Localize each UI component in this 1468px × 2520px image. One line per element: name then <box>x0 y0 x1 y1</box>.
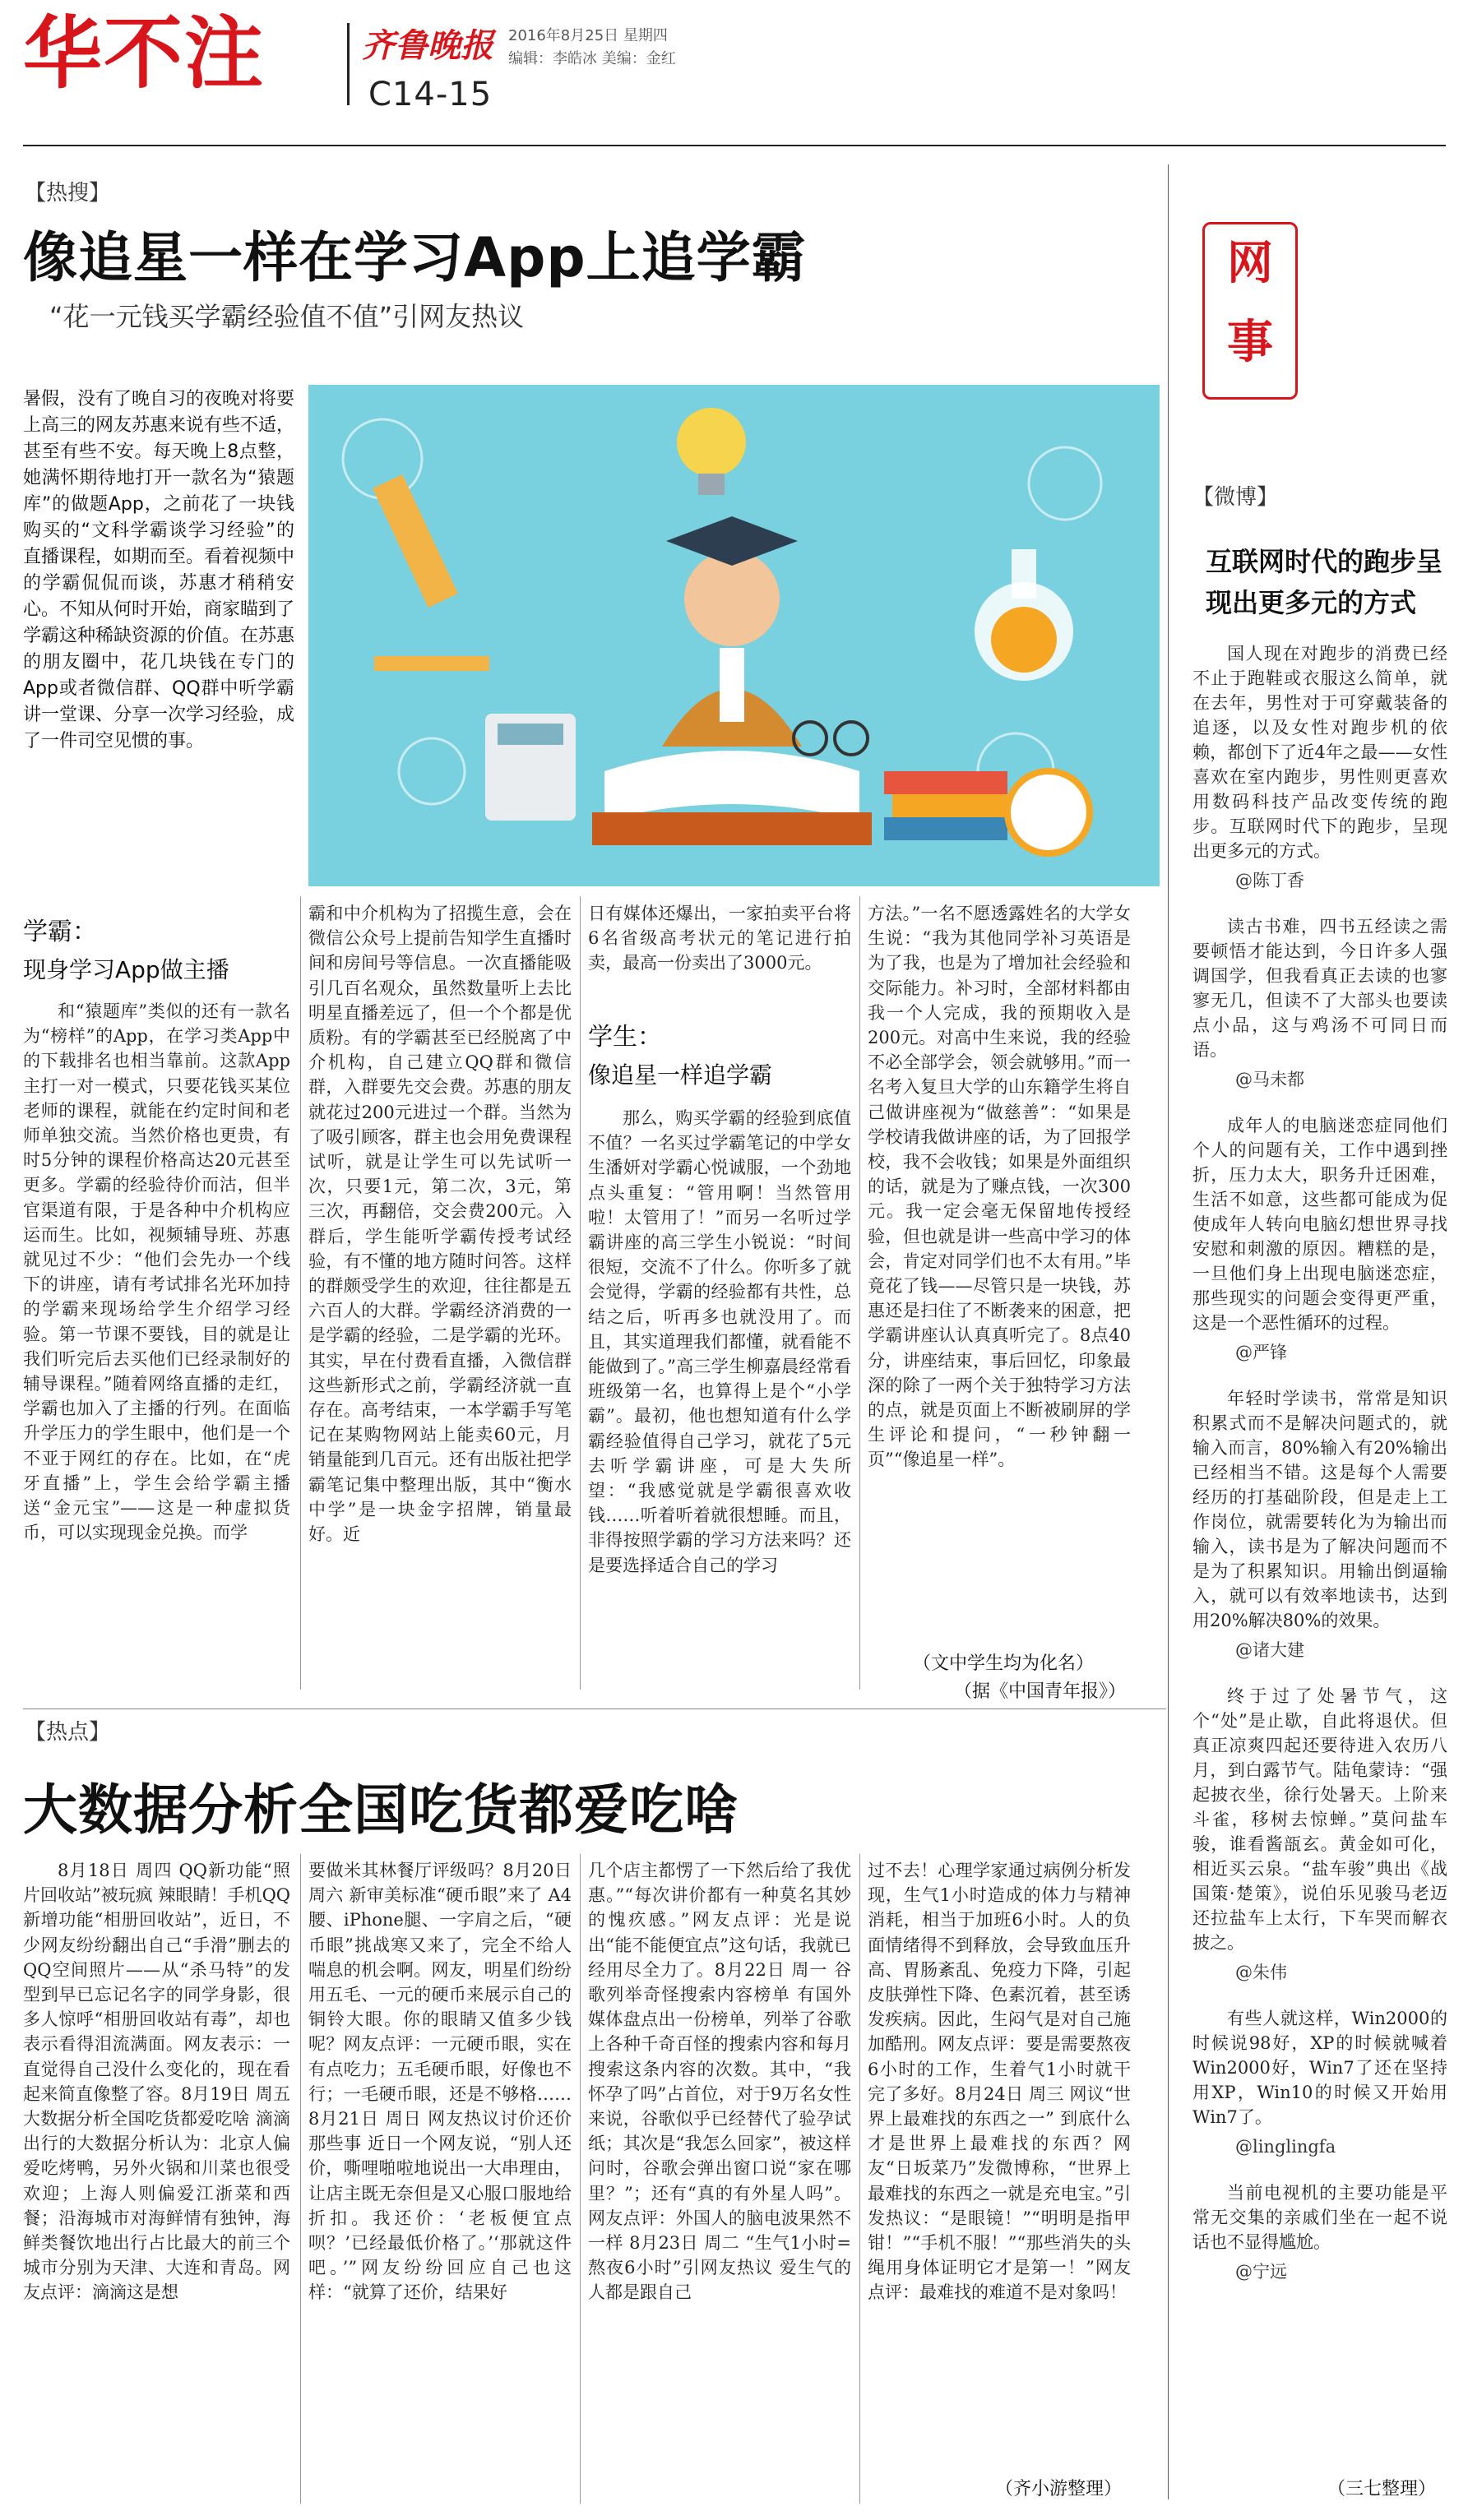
weibo-quote: 有些人就这样，Win2000的时候说98好，XP的时候就喊着Win2000好，Win7了还在坚持用XP，Win10的时候又开始用Win7了。 <box>1192 2009 1447 2127</box>
article-column-3a <box>588 901 851 1008</box>
column-text: 霸和中介机构为了招揽生意，会在微信公众号上提前告知学生直播时间和房间号等信息。一次直播能吸引几百名观众，虽然数量听上去比明星直播差远了，但一个个都是优质粉。有的学霸甚至已经脱离了中介机构，自己建立QQ群和微信群，入群要先交会费。苏惠的朋友就花过200元进过一个群。当然为了吸引顾客，群主也会用免费课程试听，就是让学生可以先试听一次，只要1元，第二次，3元，第三次，再翻倍，交会费200元。入群后，学生能听学霸传授考试经验，有不懂的地方随时问答。这样的群颇受学生的欢迎，往往都是五六百人的大群。学霸经济消费的一是学霸的经验，二是学霸的光环。其实，早在付费看直播，入微信群这些新形式之前，学霸经济就一直存在。高考结束，一本学霸手写笔记在某购物网站上能卖60元，月销量能到几百元。还有出版社把学霸笔记集中整理出版，其中“衡水中学”是一块金字招牌，销量最好。近 <box>308 904 572 1545</box>
column-divider <box>300 1854 301 2504</box>
column-text: 要做米其林餐厅评级吗？8月20日 周六 新审美标准“硬币眼”来了 A4腰、iPhone腿、一字肩之后，“硬币眼”挑战寒又来了，完全不给人喘息的机会啊。网友，明星们纷纷用五毛、一元的硬币来展示自己的铜铃大眼。你的眼睛又值多少钱呢？网友点评：一元硬币眼，实在有点吃力；五毛硬币眼，好像也不行；一毛硬币眼，还是不够格…… 8月21日 周日 网友热议讨价还价那些事 近日一个网友说，“别人还价，嘶哩啪啦地说出一大串理由，让店主既无奈但是又心服口服地给折扣。我还价：‘老板便宜点呗？’已经最低价格了。’‘那就这件吧。’”网友纷纷回应自己也这样：“就算了还价，结果好 <box>308 1861 572 2303</box>
masthead-rule <box>23 145 1446 146</box>
weibo-quote: 国人现在对跑步的消费已经不止于跑鞋或衣服这么简单，就在去年，男性对于可穿戴装备的追逐，以及女性对跑步机的依赖，都创下了近4年之最——女性喜欢在室内跑步，男性则更喜欢用数码科技产品改变传统的跑步。互联网时代下的跑步，呈现出更多元的方式。 <box>1192 644 1447 861</box>
column-text: 和“猿题库”类似的还有一款名为“榜样”的App，在学习类App中的下载排名也相当靠前。这款App主打一对一模式，只要花钱买某位老师的课程，就能在约定时间和老师单独交流。当然价格也更贵，有时5分钟的课程价格高达20元甚至更多。学霸的经验待价而沽，但半官渠道有限，于是各种中介机构应运而生。比如，视频辅导班、苏惠就见过不少：“他们会先办一个线下的讲座，请有考试排名光环加持的学霸来现场给学生介绍学习经验。第一节课不要钱，目的就是让我们听完后去买他们已经录制好的辅导课程。”随着网络直播的走红，学霸也加入了主播的行列。在面临升学压力的学生眼中，他们是一个不亚于网红的存在。比如，在“虎牙直播”上，学生会给学霸主播送“金元宝”——这是一种虚拟货币，可以实现现金兑换。而学 <box>23 1001 290 1543</box>
sidebar-headline: 互联网时代的跑步呈现出更多元的方式 <box>1206 546 1443 618</box>
weibo-quote: 当前电视机的主要功能是平常无交集的亲戚们坐在一起不说话也不显得尴尬。 <box>1192 2183 1447 2252</box>
weibo-quote: 终于过了处暑节气，这个“处”是止歇，自此将退伏。但真正凉爽四起还要待进入农历八月，到白露节气。陆龟蒙诗：“强起披衣坐，徐行处暑天。上阶来斗雀，移树去惊蝉。”莫问盐车骏，谁看酱瓿玄。黄金如可化，相近买云泉。“盐车骏”典出《战国策·楚策》，说伯乐见骏马老迈还拉盐车上太行，下车哭而解衣披之。 <box>1192 1686 1447 1953</box>
editor-credits: 编辑：李皓冰 美编：金红 <box>508 50 676 67</box>
article-tag: 【热点】 <box>25 1720 111 1745</box>
column-divider <box>859 1854 860 2504</box>
weibo-author: @宁远 <box>1235 2262 1287 2282</box>
section-heading: 学霸： <box>23 918 97 946</box>
column-text: 那么，购买学霸的经验到底值不值？一名买过学霸笔记的中学女生潘妍对学霸心悦诚服，一个劲地点头重复：“管用啊！当然管用啦！太管用了！”而另一名听过学霸讲座的高三学生小锐说：“时间很短，交流不了什么。你听多了就会觉得，学霸的经验都有共性，总结之后，听再多也就没用了。而且，其实道理我们都懂，就看能不能做到了。”高三学生柳嘉晨经常看班级第一名，也算得上是个“小学霸”。最初，他也想知道有什么学霸经验值得自己学习，就花了5元去听学霸讲座，可是大失所望：“我感觉就是学霸很喜欢收钱……听着听着就很想睡。而且，非得按照学霸的学习方法来吗？还是要选择适合自己的学习 <box>588 1108 851 1575</box>
article-column-1 <box>23 999 290 1706</box>
wangshi-stamp <box>1202 222 1298 400</box>
source-credit: （据《中国青年报》） <box>954 1681 1127 1702</box>
article-subheadline: “花一元钱买学霸经验值不值”引网友热议 <box>49 301 525 332</box>
section-logo: 华不注 <box>23 7 265 99</box>
column-text: 方法。”一名不愿透露姓名的大学女生说：“我为其他同学补习英语是为了我，也是为了增加社会经验和交际能力。补习时，全部材料都由我一个人完成，我的预期收入是200元。对高中生来说，我的经验不必全部学会，领会就够用。”而一名考入复旦大学的山东籍学生将自己做讲座视为“做慈善”：“如果是学校请我做讲座的话，为了回报学校，我不会收钱；如果是外面组织的话，就是为了赚点钱，一次300元。我一定会毫无保留地传授经验，但也就是讲一些高中学习的体会，肯定对同学们也不太有用。”毕竟花了钱——尽管只是一块钱，苏惠还是扫住了不断袭来的困意，把学霸讲座认认真真听完了。8点40分，讲座结束，事后回忆，印象最深的除了一两个关于独特学习方法的点，就是页面上不断被刷屏的学生评论和提问，“一秒钟翻一页”“像追星一样”。 <box>868 904 1131 1470</box>
article-tag: 【热搜】 <box>25 181 111 206</box>
scholar-graphic <box>308 385 1160 886</box>
issue-date: 2016年8月25日 星期四 <box>508 27 668 44</box>
column-text: 过不去！心理学家通过病例分析发现，生气1小时造成的体力与精神消耗，相当于加班6小时。人的负面情绪得不到释放，会导致血压升高、胃肠紊乱、免疫力下降，引起皮肤弹性下降、色素沉着，甚至诱发疾病。因此，生闷气是对自己施加酷刑。网友点评：要是需要熬夜6小时的工作，生着气1小时就干完了多好。8月24日 周三 网议“世界上最难找的东西之一” 到底什么才是世界上最难找的东西？网友“日坂菜乃”发微博称，“世界上最难找的东西之一就是充电宝。”引发热议：“是眼镜！”“明明是指甲钳！”“手机不服！”“那些消失的头绳用身体证明它才是第一！”网友点评：最难找的难道不是对象吗！ <box>868 1861 1131 2303</box>
stamp-char: 事 <box>1227 316 1273 369</box>
column-text: 8月18日 周四 QQ新功能“照片回收站”被玩疯 辣眼睛！手机QQ新增功能“相册回收站”，近日，不少网友纷纷翻出自己“手滑”删去的QQ空间照片——从“杀马特”的发型到早已忘记名字的同学身影，很多人惊呼“相册回收站有毒”，却也表示看得泪流满面。网友表示：一直觉得自己没什么变化的，现在看起来简直像整了容。8月19日 周五 大数据分析全国吃货都爱吃啥 滴滴出行的大数据分析认为：北京人偏爱吃烤鸭，另外火锅和川菜也很受欢迎；上海人则偏爱江浙菜和西餐；沿海城市对海鲜情有独钟，海鲜类餐饮地出行占比最大的前三个城市分别为天津、大连和青岛。网友点评：滴滴这是想 <box>23 1861 290 2303</box>
weibo-quotes <box>1192 641 1447 2483</box>
weibo-author: @诸大建 <box>1235 1640 1304 1660</box>
name-note: （文中学生均为化名） <box>913 1653 1095 1674</box>
article-credit: （齐小游整理） <box>995 2479 1123 2499</box>
column-divider <box>580 1854 581 2504</box>
sidebar-credit: （三七整理） <box>1327 2479 1437 2499</box>
weibo-author: @严锋 <box>1235 1343 1287 1362</box>
article-column-4 <box>868 1858 1131 2467</box>
column-divider <box>859 896 860 1690</box>
weibo-author: @linglingfa <box>1235 2137 1336 2157</box>
study-illustration <box>308 385 1160 886</box>
article-column-3 <box>588 1858 851 2508</box>
section-subheading: 现身学习App做主播 <box>23 956 229 983</box>
weibo-quote: 成年人的电脑迷恋症同他们个人的问题有关，工作中遇到挫折，压力太大，职务升迁困难，生活不如意，这些都可能成为促使成年人转向电脑幻想世界寻找安慰和刺激的原因。糟糕的是，一旦他们身上出现电脑迷恋症，那些现实的问题会变得更严重，这是一个恶性循环的过程。 <box>1192 1116 1447 1333</box>
column-text: 几个店主都愣了一下然后给了我优惠。”“每次讲价都有一种莫名其妙的愧疚感。”网友点评：光是说出“能不能便宜点”这句话，我就已经用尽全力了。8月22日 周一 谷歌列举奇怪搜索内容榜单 有国外媒体盘点出一份榜单，列举了谷歌上各种千奇百怪的搜索内容和每月搜索这条内容的次数。其中，“我怀孕了吗”占首位，对于9万名女性来说，谷歌似乎已经替代了验孕试纸；其次是“我怎么回家”，被这样问时，谷歌会弹出窗口说“家在哪里？”；还有“真的有外星人吗”。网友点评：外国人的脑电波果然不一样 8月23日 周二 “生气1小时=熬夜6小时”引网友热议 爱生气的人都是跟自己 <box>588 1861 851 2303</box>
section-subheading: 像追星一样追学霸 <box>588 1061 773 1089</box>
weibo-author: @陈丁香 <box>1235 871 1304 890</box>
article-headline: 大数据分析全国吃货都爱吃啥 <box>23 1778 739 1842</box>
column-divider <box>300 896 301 1690</box>
article-column-2 <box>308 901 572 1707</box>
article-column-2 <box>308 1858 572 2508</box>
article-column-4 <box>868 901 1131 1641</box>
weibo-author: @马未都 <box>1235 1070 1304 1089</box>
article-headline: 像追星一样在学习App上追学霸 <box>23 226 807 289</box>
stamp-char: 网 <box>1227 237 1273 290</box>
column-divider <box>580 896 581 1690</box>
article-column-3b <box>588 1106 851 1706</box>
weibo-quote: 读古书难，四书五经读之需要顿悟才能达到，今日许多人强调国学，但我看真正去读的也寥寥无几，但读不了大部头也要读点小品，这与鸡汤不可同日而语。 <box>1192 917 1447 1060</box>
newspaper-name: 齐鲁晚报 <box>362 26 493 65</box>
page-number: C14-15 <box>368 76 493 113</box>
column-text: 日有媒体还爆出，一家拍卖平台将6名省级高考状元的笔记进行拍卖，最高一份卖出了3000元。 <box>588 904 851 973</box>
article-lead: 暑假，没有了晚自习的夜晚对将要上高三的网友苏惠来说有些不适，甚至有些不安。每天晚上8点整，她满怀期待地打开一款名为“猿题库”的做题App，之前花了一块钱购买的“文科学霸谈学习经验”的直播课程，如期而至。看着视频中的学霸侃侃而谈，苏惠才稍稍安心。不知从何时开始，商家瞄到了学霸这种稀缺资源的价值。在苏惠的朋友圈中，花几块钱在专门的App或者微信群、QQ群中听学霸讲一堂课、分享一次学习经验，成了一件司空见惯的事。 <box>23 389 294 751</box>
sidebar-tag: 【微博】 <box>1192 485 1279 510</box>
masthead-divider <box>347 23 350 105</box>
sidebar-divider <box>1168 164 1169 2499</box>
weibo-quote: 年轻时学读书，常常是知识积累式而不是解决问题式的，就输入而言，80%输入有20%输出已经相当不错。这是每个人需要经历的打基础阶段，但是走上工作岗位，就需要转化为为输出而输入，读书是为了解决问题而不是为了积累知识。用输出倒逼输入，就可以有效率地读书，达到用20%解决80%的效果。 <box>1192 1389 1447 1630</box>
weibo-author: @朱伟 <box>1235 1963 1287 1982</box>
article-column-1 <box>23 1858 290 2508</box>
section-heading: 学生： <box>588 1023 662 1052</box>
